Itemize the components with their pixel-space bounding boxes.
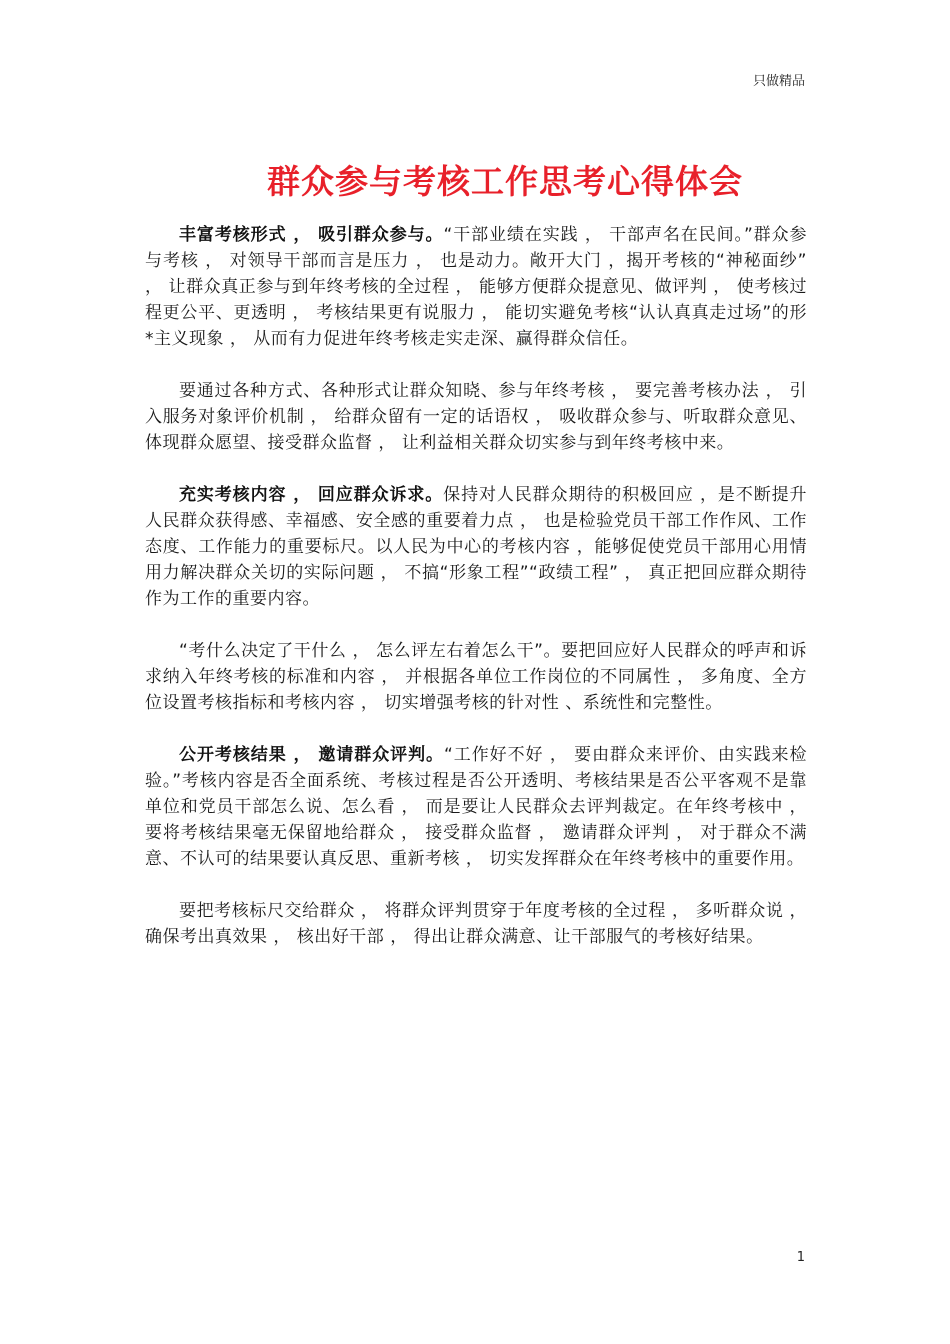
- paragraph-text: “工作好不好 ， 要由群众来评价、由实践来检验。”考核内容是否全面系统、考核过程是否公开透明、考核结果是否公平客观不是靠单位和党员干部怎么说、怎么看 ， 而是要让人民群众去评判裁定。在年终考核中 ， 要将考核结果毫无保留地给群众 ， 接受群众监督 ， 邀请群众评判 ， 对于群众不满意、不认可的结果要认真反思、重新考核 ， 切实发挥群众在年终考核中的重要作用。: [145, 745, 807, 869]
- paragraph-lead: 公开考核结果 ， 邀请群众评判。: [179, 745, 444, 765]
- paragraph-text: 保持对人民群众期待的积极回应 ，是不断提升人民群众获得感、幸福感、安全感的重要着力点 ， 也是检验党员干部工作作风、工作态度、工作能力的重要标尺。以人民为中心的考核内容 ，能够促使党员干部用心用情用力解决群众关切的实际问题 ， 不搞“形象工程”“政绩工程” ， 真正把回应群众期待作为工作的重要内容。: [145, 485, 807, 609]
- paragraph-lead: 充实考核内容 ， 回应群众诉求。: [179, 485, 444, 505]
- page-number: 1: [796, 1250, 805, 1265]
- header-note: 只做精品: [752, 74, 805, 89]
- paragraph-5: [145, 742, 807, 872]
- document-body: [145, 222, 807, 976]
- paragraph-3: [145, 482, 807, 612]
- paragraph-text: 要把考核标尺交给群众 ， 将群众评判贯穿于年度考核的全过程 ， 多听群众说 ， 确保考出真效果 ， 核出好干部 ， 得出让群众满意、让干部服气的考核好结果。: [145, 901, 807, 947]
- paragraph-6: [145, 898, 807, 950]
- paragraph-4: [145, 638, 807, 716]
- document-title: 群众参与考核工作思考心得体会: [267, 162, 743, 201]
- paragraph-text: “考什么决定了干什么 ， 怎么评左右着怎么干”。要把回应好人民群众的呼声和诉求纳入年终考核的标准和内容 ， 并根据各单位工作岗位的不同属性 ， 多角度、全方位设置考核指标和考核内容 ， 切实增强考核的针对性 、系统性和完整性。: [145, 641, 807, 713]
- paragraph-2: [145, 378, 807, 456]
- paragraph-lead: 丰富考核形式 ， 吸引群众参与。: [179, 225, 444, 245]
- paragraph-1: [145, 222, 807, 352]
- paragraph-text: 要通过各种方式、各种形式让群众知晓、参与年终考核 ， 要完善考核办法 ， 引入服务对象评价机制 ， 给群众留有一定的话语权 ， 吸收群众参与、听取群众意见、体现群众愿望、接受群众监督 ， 让利益相关群众切实参与到年终考核中来。: [145, 381, 807, 453]
- paragraph-text: “干部业绩在实践 ， 干部声名在民间。”群众参与考核 ， 对领导干部而言是压力 ， 也是动力。敞开大门 ，揭开考核的“神秘面纱” ， 让群众真正参与到年终考核的全过程 ， 能够方便群众提意见、做评判 ， 使考核过程更公平、更透明 ， 考核结果更有说服力 ， 能切实避免考核“认认真真走过场”的形*主义现象 ， 从而有力促进年终考核走实走深、赢得群众信任。: [145, 225, 807, 349]
